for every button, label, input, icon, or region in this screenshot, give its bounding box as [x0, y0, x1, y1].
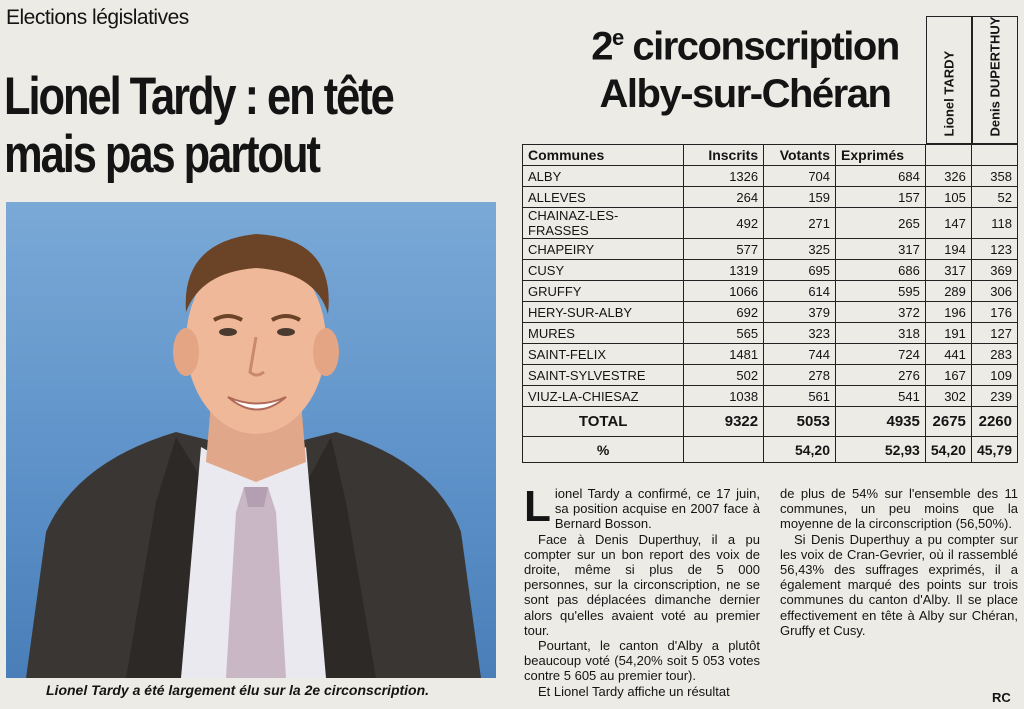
- votants-cell: 695: [764, 260, 836, 281]
- table-row: [523, 365, 1018, 386]
- circonscription-ordinal: e: [611, 25, 623, 50]
- total-inscrits: 9322: [684, 407, 764, 437]
- inscrits-cell: 1066: [684, 281, 764, 302]
- votants-cell: 325: [764, 239, 836, 260]
- votants-cell: 744: [764, 344, 836, 365]
- exprimes-cell: 276: [836, 365, 926, 386]
- votants-cell: 379: [764, 302, 836, 323]
- article-column-2: [780, 486, 1018, 638]
- percent-exprimes: 52,93: [836, 437, 926, 463]
- exprimes-cell: 686: [836, 260, 926, 281]
- votants-cell: 271: [764, 208, 836, 239]
- duperthuy-cell: 52: [971, 187, 1017, 208]
- votants-cell: 323: [764, 323, 836, 344]
- inscrits-cell: 264: [684, 187, 764, 208]
- tardy-cell: 289: [925, 281, 971, 302]
- article-paragraph: de plus de 54% sur l'ensemble des 11 communes, un peu moins que la moyenne de la circonscription (56,50%).: [780, 486, 1018, 532]
- commune-cell: CHAPEIRY: [523, 239, 684, 260]
- total-label: TOTAL: [523, 407, 684, 437]
- percent-duperthuy: 45,79: [971, 437, 1017, 463]
- circonscription-line-1: [560, 14, 930, 70]
- article-column-1: [524, 482, 760, 699]
- headline-line-2: mais pas partout: [4, 125, 319, 184]
- commune-cell: CUSY: [523, 260, 684, 281]
- total-row: [523, 407, 1018, 437]
- headline: [4, 68, 414, 184]
- duperthuy-cell: 109: [971, 365, 1017, 386]
- total-votants: 5053: [764, 407, 836, 437]
- inscrits-cell: 1038: [684, 386, 764, 407]
- exprimes-cell: 684: [836, 166, 926, 187]
- author-credit: RC: [992, 690, 1011, 705]
- commune-cell: ALLEVES: [523, 187, 684, 208]
- table-row: [523, 302, 1018, 323]
- circonscription-title: [560, 14, 930, 118]
- table-row: [523, 323, 1018, 344]
- total-duperthuy: 2260: [971, 407, 1017, 437]
- tardy-cell: 302: [925, 386, 971, 407]
- inscrits-cell: 1326: [684, 166, 764, 187]
- tardy-cell: 196: [925, 302, 971, 323]
- commune-cell: MURES: [523, 323, 684, 344]
- header-duperthuy-empty: [971, 145, 1017, 166]
- inscrits-cell: 565: [684, 323, 764, 344]
- duperthuy-cell: 127: [971, 323, 1017, 344]
- header-inscrits: Inscrits: [684, 145, 764, 166]
- tardy-cell: 147: [925, 208, 971, 239]
- drop-cap: L: [524, 482, 551, 531]
- commune-cell: VIUZ-LA-CHIESAZ: [523, 386, 684, 407]
- portrait-photo: [6, 202, 496, 678]
- tardy-cell: 105: [925, 187, 971, 208]
- table-row: [523, 344, 1018, 365]
- percent-label: %: [523, 437, 684, 463]
- percent-votants: 54,20: [764, 437, 836, 463]
- tardy-cell: 441: [925, 344, 971, 365]
- inscrits-cell: 1319: [684, 260, 764, 281]
- exprimes-cell: 541: [836, 386, 926, 407]
- votants-cell: 278: [764, 365, 836, 386]
- table-row: [523, 208, 1018, 239]
- votants-cell: 704: [764, 166, 836, 187]
- duperthuy-cell: 358: [971, 166, 1017, 187]
- table-row: [523, 239, 1018, 260]
- table-row: [523, 187, 1018, 208]
- circonscription-number: 2: [591, 24, 612, 69]
- table-header-row: [523, 145, 1018, 166]
- duperthuy-cell: 176: [971, 302, 1017, 323]
- inscrits-cell: 692: [684, 302, 764, 323]
- exprimes-cell: 317: [836, 239, 926, 260]
- circonscription-label: circonscription: [622, 24, 899, 69]
- commune-cell: ALBY: [523, 166, 684, 187]
- duperthuy-cell: 118: [971, 208, 1017, 239]
- exprimes-cell: 724: [836, 344, 926, 365]
- article-text: ionel Tardy a confirmé, ce 17 juin, sa position acquise en 2007 face à Bernard Bosson.: [554, 486, 760, 532]
- candidate-name-tardy: Lionel TARDY: [941, 50, 957, 137]
- header-tardy-empty: [925, 145, 971, 166]
- article-paragraph: Et Lionel Tardy affiche un résultat: [538, 683, 730, 699]
- header-communes: Communes: [523, 145, 684, 166]
- section-kicker: Elections législatives: [6, 6, 189, 29]
- votants-cell: 561: [764, 386, 836, 407]
- article-paragraph: Pourtant, le canton d'Alby a plutôt beaucoup voté (54,20% soit 5 053 votes contre 5 605 au premier tour).: [524, 638, 760, 684]
- exprimes-cell: 372: [836, 302, 926, 323]
- exprimes-cell: 157: [836, 187, 926, 208]
- results-table: [522, 144, 1018, 463]
- circonscription-line-2: Alby-sur-Chéran: [599, 72, 891, 117]
- inscrits-cell: 1481: [684, 344, 764, 365]
- article-paragraph: Face à Denis Duperthuy, il a pu compter sur un bon report des voix de droite, même si plus de 5 000 personnes, sur la circonscription, ne se sont pas déplacées dimanche dernier alors qu'elles avaient voté au premier tour.: [524, 531, 760, 638]
- total-exprimes: 4935: [836, 407, 926, 437]
- commune-cell: CHAINAZ-LES-FRASSES: [523, 208, 684, 239]
- tardy-cell: 191: [925, 323, 971, 344]
- commune-cell: HERY-SUR-ALBY: [523, 302, 684, 323]
- table-row: [523, 386, 1018, 407]
- tardy-cell: 317: [925, 260, 971, 281]
- exprimes-cell: 265: [836, 208, 926, 239]
- table-row: [523, 166, 1018, 187]
- header-exprimes: Exprimés: [836, 145, 926, 166]
- article-paragraph: Si Denis Duperthuy a pu compter sur les voix de Cran-Gevrier, où il rassemblé 56,43% des suffrages exprimés, il a également marqué des points sur trois communes du canton d'Alby. Il se place effectivement en tête à Alby sur Chéran, Gruffy et Cusy.: [780, 531, 1018, 638]
- table-row: [523, 281, 1018, 302]
- votants-cell: 159: [764, 187, 836, 208]
- portrait-illustration: [6, 202, 496, 678]
- percent-row: [523, 437, 1018, 463]
- total-tardy: 2675: [925, 407, 971, 437]
- candidate-name-duperthuy: Denis DUPERTHUY: [987, 16, 1003, 137]
- duperthuy-cell: 283: [971, 344, 1017, 365]
- header-votants: Votants: [764, 145, 836, 166]
- article-paragraph: [524, 482, 760, 532]
- duperthuy-cell: 123: [971, 239, 1017, 260]
- photo-caption: Lionel Tardy a été largement élu sur la 2e circonscription.: [46, 682, 430, 698]
- headline-line-1: Lionel Tardy : en tête: [4, 67, 393, 126]
- exprimes-cell: 595: [836, 281, 926, 302]
- commune-cell: SAINT-FELIX: [523, 344, 684, 365]
- duperthuy-cell: 369: [971, 260, 1017, 281]
- commune-cell: GRUFFY: [523, 281, 684, 302]
- exprimes-cell: 318: [836, 323, 926, 344]
- inscrits-cell: 492: [684, 208, 764, 239]
- tardy-cell: 167: [925, 365, 971, 386]
- inscrits-cell: 502: [684, 365, 764, 386]
- duperthuy-cell: 306: [971, 281, 1017, 302]
- votants-cell: 614: [764, 281, 836, 302]
- percent-inscrits-empty: [684, 437, 764, 463]
- table-row: [523, 260, 1018, 281]
- tardy-cell: 326: [925, 166, 971, 187]
- commune-cell: SAINT-SYLVESTRE: [523, 365, 684, 386]
- inscrits-cell: 577: [684, 239, 764, 260]
- percent-tardy: 54,20: [925, 437, 971, 463]
- candidate-header-duperthuy: [972, 16, 1018, 144]
- duperthuy-cell: 239: [971, 386, 1017, 407]
- candidate-header-tardy: [926, 16, 972, 144]
- tardy-cell: 194: [925, 239, 971, 260]
